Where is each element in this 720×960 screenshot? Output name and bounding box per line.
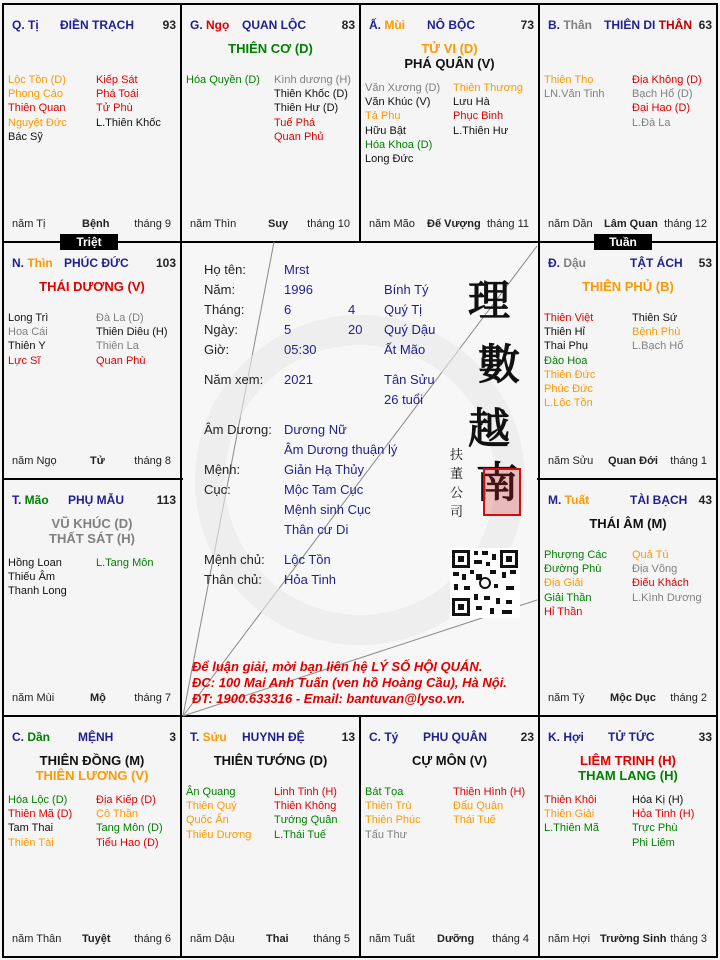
ngay-value: 5 (284, 322, 292, 337)
han-nam: năm Dần (548, 218, 593, 230)
trang-sinh: Thai (266, 933, 289, 945)
han-nam: năm Tuất (369, 933, 415, 945)
can-chi: Ấ. Mùi (369, 18, 406, 32)
calligraphy-char: 數 (478, 340, 521, 389)
palace-name: THIÊN DI (604, 18, 656, 32)
trang-sinh: Bệnh (82, 218, 110, 230)
trang-sinh: Dưỡng (437, 933, 475, 945)
tuoi-value: 26 tuổi (384, 392, 424, 407)
palace-position (548, 256, 586, 270)
minor-star: Đà La (D) (96, 312, 144, 324)
palace-name: QUAN LỘC (242, 18, 306, 32)
palace-number: 23 (520, 730, 534, 744)
nam-value: 1996 (284, 282, 313, 297)
palace-position (12, 493, 49, 507)
amduong-label: Âm Dương: (204, 422, 272, 437)
minor-star: Thiên Phúc (365, 814, 421, 827)
minor-star: Thiên Không (274, 800, 337, 813)
palace-position (548, 730, 584, 744)
small-chars: 扶 董 公 司 (450, 448, 464, 520)
han-thang: tháng 10 (307, 218, 350, 230)
palace-header (548, 18, 712, 34)
han-thang: tháng 9 (134, 218, 171, 230)
minor-star: Hóa Kị (H) (632, 794, 684, 806)
gio-can: Ất Mão (384, 342, 426, 357)
minor-star: Thanh Long (8, 585, 67, 598)
minor-stars-right (274, 73, 351, 144)
nam-can: Bính Tý (384, 282, 429, 297)
palace-dan[interactable] (4, 717, 180, 956)
seal-stamp (483, 468, 521, 516)
minor-star: Thiên Đức (544, 368, 596, 381)
contact-line-3: ĐT: 1900.633316 - Email: bantuvan@lyso.vn. (192, 691, 466, 706)
palace-thin[interactable] (4, 243, 180, 478)
palace-header (190, 730, 355, 746)
han-nam: năm Mão (369, 218, 415, 230)
palace-footer (369, 218, 534, 232)
minor-star: Bác Sỹ (8, 130, 43, 143)
minor-star: Quan Phù (96, 354, 146, 367)
palace-suu[interactable] (182, 717, 359, 956)
han-nam: năm Tị (12, 218, 46, 230)
trang-sinh: Suy (268, 218, 289, 230)
palace-number: 93 (162, 18, 176, 32)
minor-star: Đẩu Quân (453, 800, 504, 813)
palace-mui[interactable] (361, 5, 538, 241)
palace-position (369, 18, 405, 32)
minor-star: Thiên Giải (544, 808, 595, 821)
minor-star: Đào Hoa (544, 354, 588, 367)
minor-star: Văn Xương (D) (365, 82, 441, 94)
palace-header (12, 18, 176, 34)
palace-number: 13 (341, 730, 355, 744)
minor-stars-right (632, 311, 683, 354)
minor-star: Cô Thần (96, 808, 138, 821)
minor-star: Long Đức (365, 152, 414, 165)
minor-star: Phục Binh (453, 110, 504, 123)
han-nam: năm Tý (548, 692, 585, 704)
can-chi: T. Sửu (190, 730, 227, 744)
han-nam: năm Dậu (190, 933, 235, 945)
minor-star: Tấu Thư (365, 828, 408, 841)
hoten-label: Họ tên: (204, 262, 246, 277)
minor-star: Thiên Thương (453, 82, 524, 94)
triet-tag: Triệt (60, 234, 118, 250)
minor-star: Giải Thần (544, 591, 592, 604)
major-star: THÁI ÂM (M) (589, 516, 667, 531)
major-star: THAM LANG (H) (578, 768, 678, 783)
minor-star: Thiếu Dương (186, 828, 252, 841)
minor-star: Thiếu Âm (8, 571, 56, 584)
minor-stars-left (544, 311, 595, 410)
minor-star: Lộc Tồn (D) (8, 74, 66, 86)
minor-star: Địa Võng (632, 563, 678, 576)
palace-number: 103 (155, 256, 176, 270)
palace-footer (190, 933, 355, 947)
palace-header (548, 493, 712, 509)
cuc-note: Mệnh sinh Cục (284, 502, 371, 517)
trang-sinh: Lâm Quan (604, 218, 658, 230)
minor-star: L.Thái Tuế (274, 828, 326, 841)
minor-star: Thiên Thọ (544, 74, 594, 86)
minor-star: L.Bạch Hổ (632, 340, 684, 353)
han-thang: tháng 3 (670, 933, 707, 945)
han-nam: năm Sửu (548, 455, 594, 467)
menh-value: Giản Hạ Thủy (284, 462, 364, 477)
palace-position (12, 256, 53, 270)
minor-star: Thiên Quý (186, 800, 237, 813)
minor-star: Tuế Phá (274, 116, 316, 129)
ngay-label: Ngày: (204, 322, 238, 337)
can-chi: M. Tuất (548, 493, 590, 507)
minor-star: Thiên Trù (365, 800, 412, 813)
palace-footer (12, 218, 176, 232)
minor-star: Tử Phù (96, 102, 133, 115)
minor-stars-right (96, 311, 168, 368)
minor-stars-left (8, 311, 48, 368)
gio-label: Giờ: (204, 342, 230, 357)
minor-star: Hữu Bật (365, 124, 406, 137)
major-star: THIÊN LƯƠNG (V) (35, 768, 149, 783)
han-thang: tháng 7 (134, 692, 171, 704)
minor-star: Thiên Mã (D) (8, 808, 73, 821)
palace-ty[interactable] (361, 717, 538, 956)
palace-name: PHÚC ĐỨC (64, 256, 129, 270)
palace-name: MỆNH (78, 730, 114, 744)
palace-hoi[interactable] (540, 717, 716, 956)
palace-number: 53 (698, 256, 712, 270)
namxem-value: 2021 (284, 372, 313, 387)
minor-star: Tam Thai (8, 822, 54, 835)
minor-stars-right (632, 793, 694, 850)
minor-star: Đường Phù (544, 563, 602, 576)
minor-star: Linh Tinh (H) (274, 786, 337, 798)
minor-star: Địa Kiếp (D) (96, 794, 156, 806)
minor-stars-right (453, 81, 523, 138)
major-star: THIÊN TƯỚNG (D) (213, 753, 328, 768)
cuc-label: Cục: (204, 482, 231, 497)
palace-footer (369, 933, 534, 947)
can-chi: Q. Tị (12, 18, 39, 32)
palace-tuat[interactable] (540, 480, 716, 715)
minor-stars-right (274, 785, 338, 842)
minor-star: Tả Phụ (365, 110, 401, 123)
minor-stars-left (8, 73, 67, 144)
minor-star: Thiên Việt (544, 312, 594, 324)
minor-star: L.Thiên Khốc (96, 116, 161, 129)
minor-star: Tiểu Hao (D) (96, 836, 159, 849)
minor-star: Địa Không (D) (632, 74, 702, 86)
minor-star: Thiên Hỉ (544, 326, 585, 339)
minor-star: Đại Hao (D) (632, 102, 691, 115)
minor-star: Quốc Ấn (186, 814, 229, 827)
minor-stars-left (544, 793, 599, 836)
thang-can: Quý Tị (384, 302, 423, 317)
palace-header (190, 18, 355, 34)
palace-header (12, 256, 176, 272)
minor-star: Lực Sĩ (8, 354, 41, 367)
palace-footer (548, 218, 712, 232)
minor-stars-left (365, 785, 421, 842)
minor-star: Thiên Hình (H) (453, 786, 526, 798)
hoten-value: Mrst (284, 262, 310, 277)
palace-position (12, 18, 39, 32)
minor-star: Thiên Khốc (D) (274, 88, 348, 101)
ngay-amlich: 20 (348, 322, 363, 337)
palace-dau[interactable] (540, 243, 716, 478)
han-thang: tháng 8 (134, 455, 171, 467)
minor-star: Thái Tuế (453, 814, 496, 827)
minor-stars-right (632, 73, 702, 130)
palace-position (190, 18, 229, 32)
palace-footer (12, 933, 176, 947)
han-nam: năm Thân (12, 933, 62, 945)
minor-star: Thiên Khôi (544, 794, 597, 806)
minor-star: Kiếp Sát (96, 74, 138, 86)
calligraphy-char: 理 (468, 276, 511, 325)
minor-star: Tướng Quân (274, 814, 338, 827)
minor-star: Quả Tú (632, 549, 669, 561)
palace-footer (548, 455, 712, 469)
minor-star: Bạch Hổ (D) (632, 88, 693, 101)
han-thang: tháng 4 (492, 933, 529, 945)
minor-star: Thiên Hư (D) (274, 102, 339, 115)
minor-stars-left (365, 81, 440, 166)
menhchu-value: Lộc Tồn (284, 552, 331, 567)
palace-position (548, 493, 589, 507)
major-star: THIÊN CƠ (D) (228, 41, 313, 56)
trang-sinh: Mộ (90, 692, 106, 704)
can-chi: C. Dần (12, 730, 51, 744)
palace-number: 3 (169, 730, 176, 744)
minor-star: Hóa Quyền (D) (186, 74, 260, 86)
han-nam: năm Mùi (12, 692, 55, 704)
tuan-tag: Tuần (594, 234, 652, 250)
minor-star: Phúc Đức (544, 382, 593, 395)
menhchu-label: Mệnh chủ: (204, 552, 265, 567)
palace-name: HUYNH ĐỆ (242, 730, 305, 744)
minor-star: Hóa Lộc (D) (8, 794, 68, 806)
han-thang: tháng 5 (313, 933, 350, 945)
thanchu-label: Thân chủ: (204, 572, 262, 587)
minor-star: Quan Phủ (274, 130, 324, 143)
minor-stars-left (186, 785, 251, 842)
namxem-label: Năm xem: (204, 372, 264, 387)
palace-header (12, 493, 176, 509)
minor-stars-right (453, 785, 525, 828)
minor-star: Thiên Quan (8, 102, 66, 115)
minor-star: Thiên Diêu (H) (96, 326, 168, 339)
minor-star: Hỉ Thần (544, 605, 583, 618)
minor-star: Điếu Khách (632, 577, 689, 590)
minor-star: Phá Toái (96, 88, 139, 101)
han-thang: tháng 6 (134, 933, 171, 945)
minor-star: L.Kình Dương (632, 591, 702, 604)
contact-line-2: ĐC: 100 Mai Anh Tuấn (ven hồ Hoàng Cầu), Hà Nội. (192, 675, 507, 690)
namxem-can: Tân Sửu (384, 372, 435, 387)
minor-stars-right (96, 556, 153, 570)
calligraphy-char: 南 (476, 458, 519, 507)
trang-sinh: Trường Sinh (600, 933, 667, 945)
minor-star: Ân Quang (186, 786, 236, 798)
han-nam: năm Ngọ (12, 455, 57, 467)
minor-star: Bệnh Phù (632, 326, 681, 339)
minor-star: Hỏa Tinh (H) (632, 808, 695, 821)
palace-mao[interactable] (4, 480, 180, 715)
minor-star: Hoa Cái (8, 326, 48, 339)
minor-stars-right (96, 73, 161, 130)
thanchu-value: Hỏa Tinh (284, 572, 337, 587)
trang-sinh: Tử (90, 455, 105, 467)
major-star: THẤT SÁT (H) (49, 531, 135, 546)
minor-star: Kình dương (H) (274, 74, 351, 86)
major-star: THIÊN ĐỒNG (M) (39, 753, 145, 768)
can-chi: C. Tý (369, 730, 399, 744)
trang-sinh: Mộc Dục (610, 692, 656, 704)
palace-footer (12, 455, 176, 469)
palace-than[interactable] (540, 5, 716, 241)
can-chi: T. Mão (12, 493, 49, 507)
major-star: TỬ VI (D) (421, 41, 478, 56)
minor-stars-right (96, 793, 163, 850)
palace-footer (190, 218, 355, 232)
trang-sinh: Đế Vượng (427, 218, 481, 230)
than-marker: THÂN (658, 18, 692, 32)
palace-name: TÀI BẠCH (630, 493, 688, 507)
minor-star: Thiên La (96, 340, 139, 353)
minor-star: Địa Giải (544, 577, 584, 590)
amduong-value: Dương Nữ (284, 422, 347, 437)
minor-star: Phi Liêm (632, 836, 675, 849)
nam-label: Năm: (204, 282, 236, 297)
can-chi: G. Ngọ (190, 18, 230, 32)
palace-number: 73 (520, 18, 534, 32)
major-star: THIÊN PHỦ (B) (582, 279, 674, 294)
than-cu: Thân cư Di (284, 522, 349, 537)
palace-header (12, 730, 176, 746)
minor-star: Văn Khúc (V) (365, 96, 431, 109)
qr-code[interactable] (450, 548, 520, 618)
minor-star: L.Tang Môn (96, 557, 154, 569)
major-star: CỰ MÔN (V) (411, 753, 488, 768)
thang-amlich: 4 (348, 302, 356, 317)
minor-star: Trực Phù (632, 822, 678, 835)
palace-number: 63 (698, 18, 712, 32)
thang-label: Tháng: (204, 302, 245, 317)
minor-star: Thiên Sứ (632, 312, 678, 324)
can-chi: Đ. Dậu (548, 256, 587, 270)
major-star: PHÁ QUÂN (V) (404, 56, 495, 71)
can-chi: K. Hợi (548, 730, 584, 744)
trang-sinh: Tuyệt (82, 933, 111, 945)
minor-star: Nguyệt Đức (8, 116, 67, 129)
han-thang: tháng 12 (664, 218, 707, 230)
gio-value: 05:30 (284, 342, 317, 357)
minor-star: Long Trì (8, 312, 49, 324)
amduong-note: Âm Dương thuận lý (284, 442, 398, 457)
minor-star: Hóa Khoa (D) (365, 138, 433, 151)
palace-name: TỬ TỨC (608, 730, 655, 744)
palace-name: ĐIỀN TRẠCH (60, 18, 134, 32)
minor-stars-left (544, 73, 605, 101)
major-star: VŨ KHÚC (D) (51, 516, 133, 531)
minor-star: L.Đà La (632, 116, 671, 129)
minor-star: Hồng Loan (8, 557, 62, 569)
can-chi: B. Thân (548, 18, 593, 32)
palace-footer (548, 692, 712, 706)
can-chi: N. Thìn (12, 256, 53, 270)
menh-label: Mệnh: (204, 462, 241, 477)
minor-star: Thai Phụ (544, 340, 589, 353)
ngay-can: Quý Dậu (384, 322, 436, 337)
palace-number: 113 (156, 493, 176, 507)
minor-star: Thiên Y (8, 340, 46, 353)
palace-position (12, 730, 50, 744)
contact-line-1: Để luận giải, mời bạn liên hệ LÝ SỐ HỘI QUÁN. (192, 659, 483, 674)
minor-star: L.Thiên Mã (544, 822, 600, 835)
minor-stars-right (632, 548, 702, 605)
thang-value: 6 (284, 302, 292, 317)
minor-star: Phượng Các (544, 549, 607, 561)
palace-name: TẬT ÁCH (630, 256, 683, 270)
minor-star: Phong Cáo (8, 88, 64, 101)
minor-star: L.Thiên Hư (453, 124, 509, 137)
major-star: THÁI DƯƠNG (V) (39, 279, 145, 294)
palace-number: 83 (341, 18, 355, 32)
han-thang: tháng 1 (670, 455, 707, 467)
major-star: LIÊM TRINH (H) (579, 753, 677, 768)
palace-header (548, 256, 712, 272)
han-thang: tháng 2 (670, 692, 707, 704)
minor-star: Bát Tọa (365, 786, 404, 798)
palace-footer (548, 933, 712, 947)
han-nam: năm Thìn (190, 218, 237, 230)
palace-ti[interactable] (4, 5, 180, 241)
palace-header (548, 730, 712, 746)
minor-stars-left (8, 556, 67, 599)
palace-position (369, 730, 398, 744)
minor-stars-left (186, 73, 260, 87)
han-nam: năm Hợi (548, 933, 591, 945)
palace-name: NÔ BỘC (427, 18, 475, 32)
palace-name: PHU QUÂN (423, 730, 488, 744)
han-thang: tháng 11 (486, 218, 529, 230)
palace-position (548, 18, 592, 32)
palace-number: 43 (698, 493, 712, 507)
minor-star: Tang Môn (D) (96, 822, 163, 835)
minor-stars-left (544, 548, 607, 619)
minor-star: L.Lộc Tồn (544, 397, 593, 410)
calligraphy-char: 越 (468, 404, 511, 453)
palace-position (190, 730, 227, 744)
palace-name: PHỤ MẪU (68, 493, 124, 507)
minor-star: Lưu Hà (453, 96, 490, 109)
palace-header (369, 18, 534, 34)
minor-stars-left (8, 793, 72, 850)
trang-sinh: Quan Đới (608, 455, 658, 467)
minor-star: LN.Văn Tinh (544, 88, 605, 101)
palace-ngo[interactable] (182, 5, 359, 241)
palace-footer (12, 692, 176, 706)
minor-star: Thiên Tài (8, 836, 54, 849)
cuc-value: Mộc Tam Cục (284, 482, 364, 497)
palace-number: 33 (698, 730, 712, 744)
palace-header (369, 730, 534, 746)
